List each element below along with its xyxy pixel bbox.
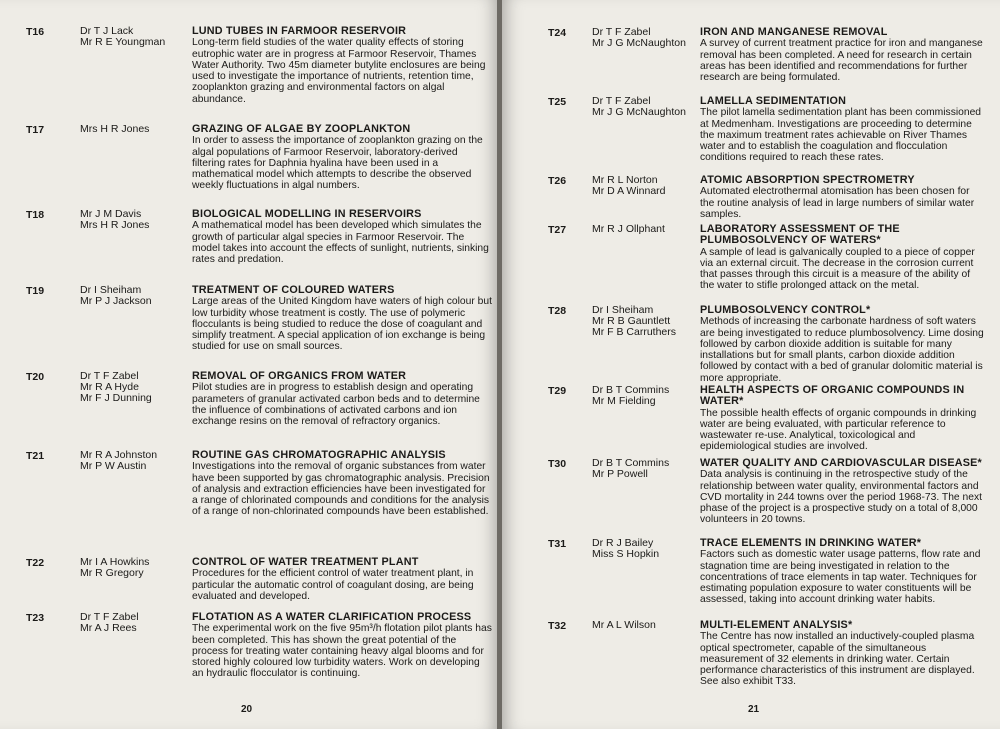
author: Dr R J Bailey <box>592 537 654 549</box>
author: Dr I Sheiham <box>80 284 142 296</box>
exhibit-title: ROUTINE GAS CHROMATOGRAPHIC ANALYSIS <box>192 449 446 461</box>
exhibit-description: Procedures for the efficient control of water treatment plant, in particular the automatic control of coagulant dosing, are being evaluated and developed. <box>192 568 474 602</box>
author: Mr R A Hyde <box>80 381 139 393</box>
author: Mr A L Wilson <box>592 619 656 631</box>
exhibit-code: T28 <box>548 305 567 317</box>
exhibit-code: T31 <box>548 538 567 550</box>
author: Dr T J Lack <box>80 25 134 37</box>
exhibit-description: A sample of lead is galvanically coupled to a piece of copper via an external circuit. The decrease in the corrosion current that passes through this circuit is a measure of the ability of the water to stifle prolonged attack on the metal. <box>700 246 975 292</box>
exhibit-body <box>192 450 492 518</box>
exhibit-title: FLOTATION AS A WATER CLARIFICATION PROCESS <box>192 611 472 623</box>
author: Mr R L Norton <box>592 174 658 186</box>
exhibit-description: Investigations into the removal of organic substances from water have been supported by gas chromatographic analysis. Precision of analysis and extraction efficiencies have been investigated for a range of chlorinated compounds and conditions for the analysis of a range of non-chlorinated compounds have been established. <box>192 461 490 518</box>
exhibit-code: T22 <box>26 557 45 569</box>
exhibit-code: T19 <box>26 285 45 297</box>
exhibit-title: LUND TUBES IN FARMOOR RESERVOIR <box>192 25 407 37</box>
exhibit-title: CONTROL OF WATER TREATMENT PLANT <box>192 556 419 568</box>
exhibit-description: Large areas of the United Kingdom have waters of high colour but low turbidity whose treatment is costly. The use of polymeric flocculants is being studied to reduce the dose of coagulant and simplify treatment. A special application of ion exchange is being studied for use on small sources. <box>192 296 492 353</box>
right-page <box>502 0 1000 729</box>
exhibit-description: Methods of increasing the carbonate hardness of soft waters are being investigated to reduce plumbosolvency. Lime dosing followed by carbon dioxide addition is suitable for many installations but for small plants, carbon dioxide addition followed by contact with a bed of granular dolomitic material is more appropriate. <box>700 316 984 384</box>
exhibit-title: TRACE ELEMENTS IN DRINKING WATER* <box>700 537 922 549</box>
exhibit-authors <box>80 285 152 307</box>
exhibit-body <box>192 285 492 353</box>
exhibit-title: WATER QUALITY AND CARDIOVASCULAR DISEASE* <box>700 457 982 469</box>
author: Mr A J Rees <box>80 622 137 634</box>
exhibit-code: T23 <box>26 612 45 624</box>
author: Dr B T Commins <box>592 384 670 396</box>
exhibit-code: T21 <box>26 450 45 462</box>
exhibit-authors <box>592 620 656 631</box>
exhibit-authors <box>592 175 666 197</box>
exhibit-code: T26 <box>548 175 567 187</box>
exhibit-description: A survey of current treatment practice for iron and manganese removal has been completed. A need for research in certain areas has been identified and recommendations for further research are being formulated. <box>700 38 983 84</box>
exhibit-description: Automated electrothermal atomisation has been chosen for the routine analysis of lead in large numbers of similar water samples. <box>700 186 975 220</box>
exhibit-title: BIOLOGICAL MODELLING IN RESERVOIRS <box>192 208 422 220</box>
exhibit-title: HEALTH ASPECTS OF ORGANIC COMPOUNDS IN WATER* <box>700 384 965 408</box>
exhibit-title: GRAZING OF ALGAE BY ZOOPLANKTON <box>192 123 411 135</box>
exhibit-code: T32 <box>548 620 567 632</box>
author: Mr J G McNaughton <box>592 37 686 49</box>
exhibit-code: T25 <box>548 96 567 108</box>
author: Mr M Fielding <box>592 395 656 407</box>
exhibit-description: A mathematical model has been developed which simulates the growth of particular algal species in Farmoor Reservoir. The model takes into account the effects of sunlight, nutrients, sinking rates and predation. <box>192 220 489 266</box>
exhibit-description: The possible health effects of organic compounds in drinking water are being evaluated, with particular reference to wastewater re-use. Analytical, toxicological and epidemiological studies are involved. <box>700 407 977 453</box>
author: Dr B T Commins <box>592 457 670 469</box>
author: Mr J G McNaughton <box>592 106 686 118</box>
author: Mrs H R Jones <box>80 219 150 231</box>
exhibit-body <box>700 620 985 688</box>
exhibit-description: The pilot lamella sedimentation plant has been commissioned at Medmenham. Investigations are proceeding to determine the maximum treatment rates achievable on River Thames water and to establish the coagulation and flocculation conditions required to reach these rates. <box>700 107 982 164</box>
exhibit-body <box>700 458 985 526</box>
exhibit-code: T29 <box>548 385 567 397</box>
exhibit-authors <box>592 224 665 235</box>
author: Miss S Hopkin <box>592 548 660 560</box>
exhibit-body <box>700 224 985 292</box>
author: Mr R E Youngman <box>80 36 166 48</box>
exhibit-code: T27 <box>548 224 567 236</box>
author: Mr P J Jackson <box>80 295 152 307</box>
author: Mr J M Davis <box>80 208 142 220</box>
author: Dr T F Zabel <box>592 26 651 38</box>
exhibit-code: T16 <box>26 26 45 38</box>
exhibit-description: Data analysis is continuing in the retrospective study of the relationship between water quality, environmental factors and CVD mortality in 244 towns over the period 1968-73. The next phase of the project is a prospective study on a total of 8,000 volunteers in 20 towns. <box>700 469 982 526</box>
left-page <box>0 0 498 729</box>
exhibit-code: T30 <box>548 458 567 470</box>
exhibit-authors <box>80 124 149 135</box>
exhibit-title: LAMELLA SEDIMENTATION <box>700 95 847 107</box>
exhibit-authors <box>80 26 165 48</box>
exhibit-authors <box>592 538 659 560</box>
exhibit-description: In order to assess the importance of zooplankton grazing on the algal populations of Farmoor Reservoir, laboratory-derived filtering rates for Daphnia hyalina have been used in a mathematical model which attempts to describe the observed weekly fluctuations in algal numbers. <box>192 135 483 192</box>
author: Dr T F Zabel <box>80 611 139 623</box>
exhibit-authors <box>80 450 157 472</box>
author: Mr P Powell <box>592 468 648 480</box>
author: Mr I A Howkins <box>80 556 150 568</box>
exhibit-title: LABORATORY ASSESSMENT OF THE PLUMBOSOLVENCY OF WATERS* <box>700 223 900 247</box>
exhibit-body <box>192 557 492 602</box>
exhibit-authors <box>592 458 669 480</box>
exhibit-body <box>700 175 985 220</box>
exhibit-code: T17 <box>26 124 45 136</box>
author: Mr F J Dunning <box>80 392 152 404</box>
author: Mr R Gregory <box>80 567 144 579</box>
exhibit-description: Factors such as domestic water usage patterns, flow rate and stagnation time are being investigated in relation to the concentrations of trace elements in tap water. Techniques for estimating population exposure to water constituents will be assessed, taking into account drinking water habits. <box>700 549 981 606</box>
exhibit-body <box>700 27 985 83</box>
exhibit-title: MULTI-ELEMENT ANALYSIS* <box>700 619 853 631</box>
exhibit-authors <box>80 209 149 231</box>
exhibit-description: The Centre has now installed an inductively-coupled plasma optical spectrometer, capable of the simultaneous measurement of 32 elements in drinking water. Certain performance characteristics of this instrument are displayed. See also exhibit T33. <box>700 631 975 688</box>
exhibit-body <box>192 26 492 105</box>
exhibit-title: TREATMENT OF COLOURED WATERS <box>192 284 395 296</box>
author: Dr T F Zabel <box>592 95 651 107</box>
author: Dr I Sheiham <box>592 304 654 316</box>
exhibit-body <box>700 96 985 164</box>
exhibit-body <box>192 209 492 265</box>
exhibit-authors <box>592 305 676 338</box>
author: Mr P W Austin <box>80 460 147 472</box>
exhibit-authors <box>592 96 686 118</box>
author: Mr F B Carruthers <box>592 326 677 338</box>
exhibit-title: REMOVAL OF ORGANICS FROM WATER <box>192 370 407 382</box>
exhibit-description: The experimental work on the five 95m³/h flotation pilot plants has been completed. This has shown the great potential of the process for treating water containing heavy algal blooms and for stored highly coloured low turbidity waters. Work on developing an hydraulic flocculator is continuing. <box>192 623 492 680</box>
exhibit-authors <box>592 385 669 407</box>
author: Mr R B Gauntlett <box>592 315 671 327</box>
author: Dr T F Zabel <box>80 370 139 382</box>
page-number: 21 <box>748 704 760 715</box>
exhibit-body <box>192 124 492 192</box>
author: Mr D A Winnard <box>592 185 666 197</box>
exhibit-code: T20 <box>26 371 45 383</box>
exhibit-description: Pilot studies are in progress to establish design and operating parameters of granular activated carbon beds and to determine the influence of combinations of activated carbons and ion exchange resins on the removal of refractory organics. <box>192 382 480 428</box>
exhibit-body <box>192 371 492 427</box>
exhibit-body <box>700 538 985 606</box>
exhibit-authors <box>80 612 139 634</box>
exhibit-description: Long-term field studies of the water quality effects of storing eutrophic water are in progress at Farmoor Reservoir, Thames Water Authority. Two 45m diameter butylite enclosures are being used to investigate the importance of nutrients, retention time, zooplankton grazing and environmental factors on algal abundance. <box>192 37 486 105</box>
exhibit-title: PLUMBOSOLVENCY CONTROL* <box>700 304 871 316</box>
page-number: 20 <box>241 704 253 715</box>
exhibit-authors <box>592 27 686 49</box>
author: Mr R J Ollphant <box>592 223 665 235</box>
exhibit-authors <box>80 371 152 404</box>
exhibit-title: ATOMIC ABSORPTION SPECTROMETRY <box>700 174 915 186</box>
exhibit-body <box>192 612 492 680</box>
exhibit-authors <box>80 557 149 579</box>
exhibit-body <box>700 305 985 384</box>
exhibit-code: T24 <box>548 27 567 39</box>
author: Mrs H R Jones <box>80 123 150 135</box>
exhibit-title: IRON AND MANGANESE REMOVAL <box>700 26 888 38</box>
exhibit-code: T18 <box>26 209 45 221</box>
exhibit-body <box>700 385 985 453</box>
author: Mr R A Johnston <box>80 449 158 461</box>
